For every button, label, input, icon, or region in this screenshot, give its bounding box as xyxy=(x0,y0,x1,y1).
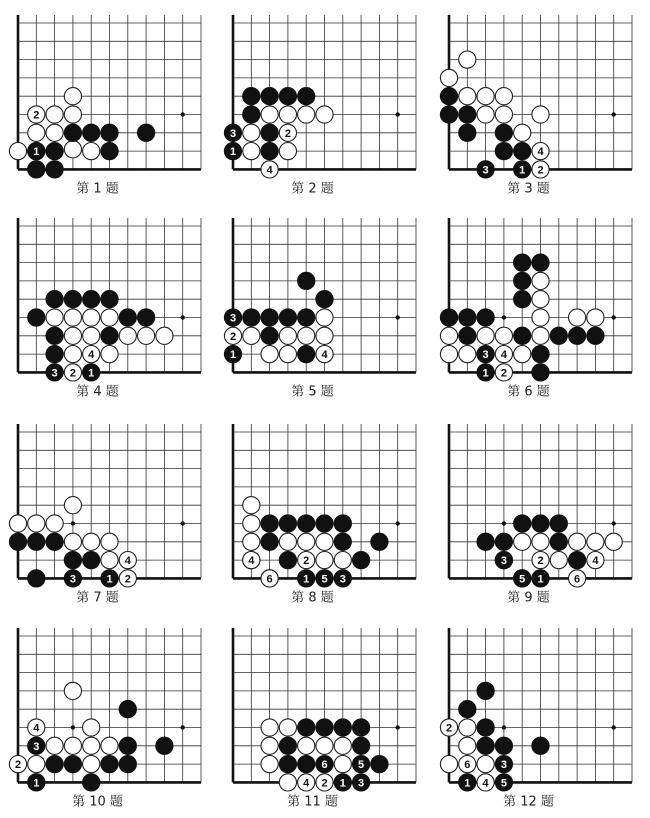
black-stone xyxy=(46,756,63,773)
black-stone xyxy=(495,124,512,141)
black-stone xyxy=(371,533,388,550)
move-number: 1 xyxy=(464,777,471,790)
black-stone xyxy=(261,143,278,160)
white-stone xyxy=(83,533,100,550)
move-number: 4 xyxy=(266,164,273,177)
white-stone xyxy=(298,327,315,344)
black-stone xyxy=(64,552,81,569)
white-stone xyxy=(440,756,457,773)
black-stone xyxy=(101,124,118,141)
problem-caption: 第 2 题 xyxy=(291,181,334,197)
white-stone xyxy=(279,533,296,550)
white-stone xyxy=(64,327,81,344)
problem-caption: 第 6 题 xyxy=(507,384,550,400)
white-stone xyxy=(83,309,100,326)
white-stone xyxy=(316,327,333,344)
black-stone xyxy=(9,533,26,550)
white-stone xyxy=(261,346,278,363)
white-stone xyxy=(605,533,622,550)
white-stone xyxy=(138,327,155,344)
problem-board-1 xyxy=(9,15,201,196)
move-number: 3 xyxy=(339,573,346,586)
problem-caption: 第 11 题 xyxy=(287,794,338,810)
move-number: 6 xyxy=(574,573,581,586)
white-stone xyxy=(587,309,604,326)
problem-board-4 xyxy=(18,218,201,399)
black-stone xyxy=(279,552,296,569)
white-stone xyxy=(334,737,351,754)
white-stone xyxy=(459,88,476,105)
white-stone xyxy=(83,143,100,160)
white-stone xyxy=(477,106,494,123)
white-stone xyxy=(477,327,494,344)
black-stone xyxy=(459,309,476,326)
black-stone xyxy=(279,737,296,754)
white-stone xyxy=(156,327,173,344)
move-number: 2 xyxy=(124,573,131,586)
white-stone xyxy=(298,106,315,123)
move-number: 3 xyxy=(229,312,237,325)
white-stone xyxy=(440,69,457,86)
white-stone xyxy=(532,309,549,326)
black-stone xyxy=(371,756,388,773)
black-stone xyxy=(119,756,136,773)
white-stone xyxy=(316,552,333,569)
move-number: 4 xyxy=(482,777,489,790)
white-stone xyxy=(532,291,549,308)
black-stone xyxy=(514,291,531,308)
white-stone xyxy=(334,552,351,569)
black-stone xyxy=(46,346,63,363)
black-stone xyxy=(440,106,457,123)
black-stone xyxy=(495,533,512,550)
move-number: 1 xyxy=(537,573,544,586)
move-number: 4 xyxy=(321,349,328,362)
star-point xyxy=(502,521,506,525)
move-number: 1 xyxy=(229,146,237,159)
black-stone xyxy=(243,106,260,123)
move-number: 1 xyxy=(519,164,526,177)
problem-board-9 xyxy=(449,424,632,605)
move-number: 6 xyxy=(266,573,273,586)
move-number: 6 xyxy=(321,759,328,772)
problem-caption: 第 4 题 xyxy=(76,384,119,400)
black-stone xyxy=(440,309,457,326)
black-stone xyxy=(101,756,118,773)
move-number: 1 xyxy=(482,367,489,380)
white-stone xyxy=(495,88,512,105)
white-stone xyxy=(569,533,586,550)
star-point xyxy=(396,112,400,116)
star-point xyxy=(71,725,75,729)
black-stone xyxy=(459,327,476,344)
problem-caption: 第 12 题 xyxy=(503,794,554,810)
white-stone xyxy=(298,533,315,550)
white-stone xyxy=(550,552,567,569)
white-stone xyxy=(279,106,296,123)
problem-board-5 xyxy=(224,218,416,399)
white-stone xyxy=(64,88,81,105)
black-stone xyxy=(28,161,45,178)
move-number: 5 xyxy=(519,573,526,586)
problem-board-10 xyxy=(9,628,201,809)
move-number: 5 xyxy=(500,777,507,790)
white-stone xyxy=(101,346,118,363)
move-number: 4 xyxy=(124,555,131,568)
white-stone xyxy=(261,737,278,754)
star-point xyxy=(502,315,506,319)
black-stone xyxy=(477,719,494,736)
white-stone xyxy=(83,719,100,736)
move-number: 2 xyxy=(500,367,507,380)
move-number: 4 xyxy=(248,555,255,568)
black-stone xyxy=(532,254,549,271)
move-number: 3 xyxy=(51,367,58,380)
white-stone xyxy=(83,327,100,344)
move-number: 2 xyxy=(33,109,40,122)
white-stone xyxy=(279,143,296,160)
white-stone xyxy=(243,327,260,344)
black-stone xyxy=(156,737,173,754)
problem-board-7 xyxy=(9,424,201,605)
black-stone xyxy=(514,515,531,532)
black-stone xyxy=(514,254,531,271)
star-point xyxy=(612,112,616,116)
white-stone xyxy=(316,309,333,326)
black-stone xyxy=(532,364,549,381)
white-stone xyxy=(83,737,100,754)
black-stone xyxy=(298,719,315,736)
move-number: 3 xyxy=(69,573,76,586)
black-stone xyxy=(279,88,296,105)
white-stone xyxy=(243,533,260,550)
white-stone xyxy=(46,737,63,754)
white-stone xyxy=(279,346,296,363)
black-stone xyxy=(477,309,494,326)
black-stone xyxy=(550,533,567,550)
white-stone xyxy=(119,327,136,344)
black-stone xyxy=(514,327,531,344)
white-stone xyxy=(261,756,278,773)
white-stone xyxy=(64,346,81,363)
black-stone xyxy=(316,291,333,308)
white-stone xyxy=(514,124,531,141)
white-stone xyxy=(298,737,315,754)
black-stone xyxy=(279,515,296,532)
white-stone xyxy=(279,774,296,791)
black-stone xyxy=(46,327,63,344)
move-number: 3 xyxy=(229,127,237,140)
white-stone xyxy=(316,737,333,754)
problem-board-12 xyxy=(440,628,632,809)
black-stone xyxy=(353,737,370,754)
white-stone xyxy=(316,106,333,123)
white-stone xyxy=(28,124,45,141)
black-stone xyxy=(101,327,118,344)
black-stone xyxy=(101,291,118,308)
white-stone xyxy=(279,327,296,344)
white-stone xyxy=(64,309,81,326)
white-stone xyxy=(9,515,26,532)
black-stone xyxy=(353,552,370,569)
black-stone xyxy=(459,106,476,123)
black-stone xyxy=(243,88,260,105)
black-stone xyxy=(587,327,604,344)
white-stone xyxy=(64,737,81,754)
black-stone xyxy=(459,124,476,141)
move-number: 4 xyxy=(592,555,599,568)
move-number: 1 xyxy=(33,777,40,790)
black-stone xyxy=(298,272,315,289)
black-stone xyxy=(298,346,315,363)
white-stone xyxy=(279,719,296,736)
white-stone xyxy=(459,346,476,363)
black-stone xyxy=(119,309,136,326)
white-stone xyxy=(46,124,63,141)
black-stone xyxy=(28,570,45,587)
black-stone xyxy=(477,682,494,699)
star-point xyxy=(396,315,400,319)
star-point xyxy=(502,725,506,729)
problem-caption: 第 9 题 xyxy=(507,590,550,606)
move-number: 4 xyxy=(303,777,310,790)
black-stone xyxy=(83,552,100,569)
star-point xyxy=(181,725,185,729)
white-stone xyxy=(532,272,549,289)
black-stone xyxy=(119,701,136,718)
black-stone xyxy=(334,533,351,550)
problem-caption: 第 8 题 xyxy=(291,590,334,606)
black-stone xyxy=(46,533,63,550)
black-stone xyxy=(569,327,586,344)
move-number: 2 xyxy=(303,555,310,568)
white-stone xyxy=(587,533,604,550)
black-stone xyxy=(550,515,567,532)
white-stone xyxy=(101,737,118,754)
black-stone xyxy=(64,124,81,141)
black-stone xyxy=(569,552,586,569)
black-stone xyxy=(261,327,278,344)
white-stone xyxy=(28,756,45,773)
black-stone xyxy=(532,346,549,363)
black-stone xyxy=(138,124,155,141)
black-stone xyxy=(46,291,63,308)
black-stone xyxy=(440,88,457,105)
black-stone xyxy=(316,719,333,736)
white-stone xyxy=(532,106,549,123)
white-stone xyxy=(459,51,476,68)
move-number: 1 xyxy=(339,777,346,790)
black-stone xyxy=(101,143,118,160)
white-stone xyxy=(514,346,531,363)
problem-board-6 xyxy=(440,218,632,399)
move-number: 1 xyxy=(303,573,310,586)
move-number: 3 xyxy=(482,164,489,177)
black-stone xyxy=(298,756,315,773)
black-stone xyxy=(459,701,476,718)
move-number: 4 xyxy=(88,349,95,362)
black-stone xyxy=(261,533,278,550)
move-number: 1 xyxy=(33,146,40,159)
white-stone xyxy=(532,533,549,550)
white-stone xyxy=(243,497,260,514)
move-number: 3 xyxy=(482,349,489,362)
move-number: 3 xyxy=(33,740,40,753)
white-stone xyxy=(64,682,81,699)
black-stone xyxy=(83,124,100,141)
problem-board-11 xyxy=(233,628,416,809)
move-number: 5 xyxy=(321,573,328,586)
white-stone xyxy=(46,309,63,326)
white-stone xyxy=(477,756,494,773)
black-stone xyxy=(550,327,567,344)
star-point xyxy=(396,725,400,729)
black-stone xyxy=(261,309,278,326)
problem-caption: 第 1 题 xyxy=(76,181,119,197)
move-number: 4 xyxy=(500,349,507,362)
white-stone xyxy=(9,143,26,160)
star-point xyxy=(612,315,616,319)
star-point xyxy=(181,112,185,116)
white-stone xyxy=(46,515,63,532)
star-point xyxy=(181,521,185,525)
move-number: 1 xyxy=(106,573,113,586)
black-stone xyxy=(279,309,296,326)
move-number: 2 xyxy=(321,777,328,790)
white-stone xyxy=(316,533,333,550)
black-stone xyxy=(316,515,333,532)
star-point xyxy=(612,725,616,729)
move-number: 3 xyxy=(358,777,365,790)
black-stone xyxy=(477,737,494,754)
black-stone xyxy=(514,272,531,289)
black-stone xyxy=(279,756,296,773)
white-stone xyxy=(261,719,278,736)
move-number: 5 xyxy=(358,759,365,772)
white-stone xyxy=(28,515,45,532)
white-stone xyxy=(83,756,100,773)
black-stone xyxy=(138,309,155,326)
white-stone xyxy=(64,533,81,550)
problem-board-3 xyxy=(440,15,632,196)
black-stone xyxy=(532,737,549,754)
problem-caption: 第 10 题 xyxy=(72,794,123,810)
white-stone xyxy=(261,106,278,123)
white-stone xyxy=(495,106,512,123)
white-stone xyxy=(440,327,457,344)
white-stone xyxy=(101,552,118,569)
move-number: 4 xyxy=(537,146,544,159)
move-number: 2 xyxy=(14,759,22,772)
move-number: 2 xyxy=(537,164,544,177)
white-stone xyxy=(459,719,476,736)
move-number: 1 xyxy=(88,367,95,380)
white-stone xyxy=(569,309,586,326)
white-stone xyxy=(459,737,476,754)
black-stone xyxy=(64,291,81,308)
problem-board-2 xyxy=(224,15,416,196)
move-number: 3 xyxy=(500,759,507,772)
black-stone xyxy=(298,309,315,326)
star-point xyxy=(71,521,75,525)
star-point xyxy=(181,315,185,319)
star-point xyxy=(396,521,400,525)
move-number: 2 xyxy=(284,127,291,140)
white-stone xyxy=(243,515,260,532)
star-point xyxy=(612,521,616,525)
problem-board-8 xyxy=(233,424,416,605)
black-stone xyxy=(532,515,549,532)
white-stone xyxy=(64,106,81,123)
black-stone xyxy=(334,515,351,532)
white-stone xyxy=(495,327,512,344)
black-stone xyxy=(298,515,315,532)
white-stone xyxy=(440,346,457,363)
move-number: 1 xyxy=(229,349,237,362)
white-stone xyxy=(532,327,549,344)
black-stone xyxy=(334,719,351,736)
white-stone xyxy=(514,533,531,550)
black-stone xyxy=(495,143,512,160)
move-number: 4 xyxy=(33,722,40,735)
white-stone xyxy=(64,497,81,514)
black-stone xyxy=(83,291,100,308)
white-stone xyxy=(477,88,494,105)
black-stone xyxy=(28,533,45,550)
white-stone xyxy=(64,141,81,158)
black-stone xyxy=(495,737,512,754)
black-stone xyxy=(353,719,370,736)
move-number: 2 xyxy=(229,330,237,343)
black-stone xyxy=(261,124,278,141)
white-stone xyxy=(101,309,118,326)
black-stone xyxy=(64,756,81,773)
move-number: 2 xyxy=(537,555,544,568)
black-stone xyxy=(83,774,100,791)
move-number: 6 xyxy=(464,759,471,772)
white-stone xyxy=(334,756,351,773)
black-stone xyxy=(119,737,136,754)
move-number: 2 xyxy=(69,367,76,380)
black-stone xyxy=(28,309,45,326)
problem-caption: 第 7 题 xyxy=(76,590,119,606)
problem-caption: 第 5 题 xyxy=(291,384,334,400)
move-number: 2 xyxy=(445,722,453,735)
black-stone xyxy=(298,88,315,105)
white-stone xyxy=(243,124,260,141)
black-stone xyxy=(477,533,494,550)
black-stone xyxy=(46,161,63,178)
black-stone xyxy=(46,143,63,160)
problem-caption: 第 3 题 xyxy=(507,181,550,197)
black-stone xyxy=(243,309,260,326)
black-stone xyxy=(514,143,531,160)
black-stone xyxy=(261,88,278,105)
black-stone xyxy=(261,515,278,532)
white-stone xyxy=(46,106,63,123)
white-stone xyxy=(243,143,260,160)
move-number: 3 xyxy=(500,555,507,568)
white-stone xyxy=(101,533,118,550)
